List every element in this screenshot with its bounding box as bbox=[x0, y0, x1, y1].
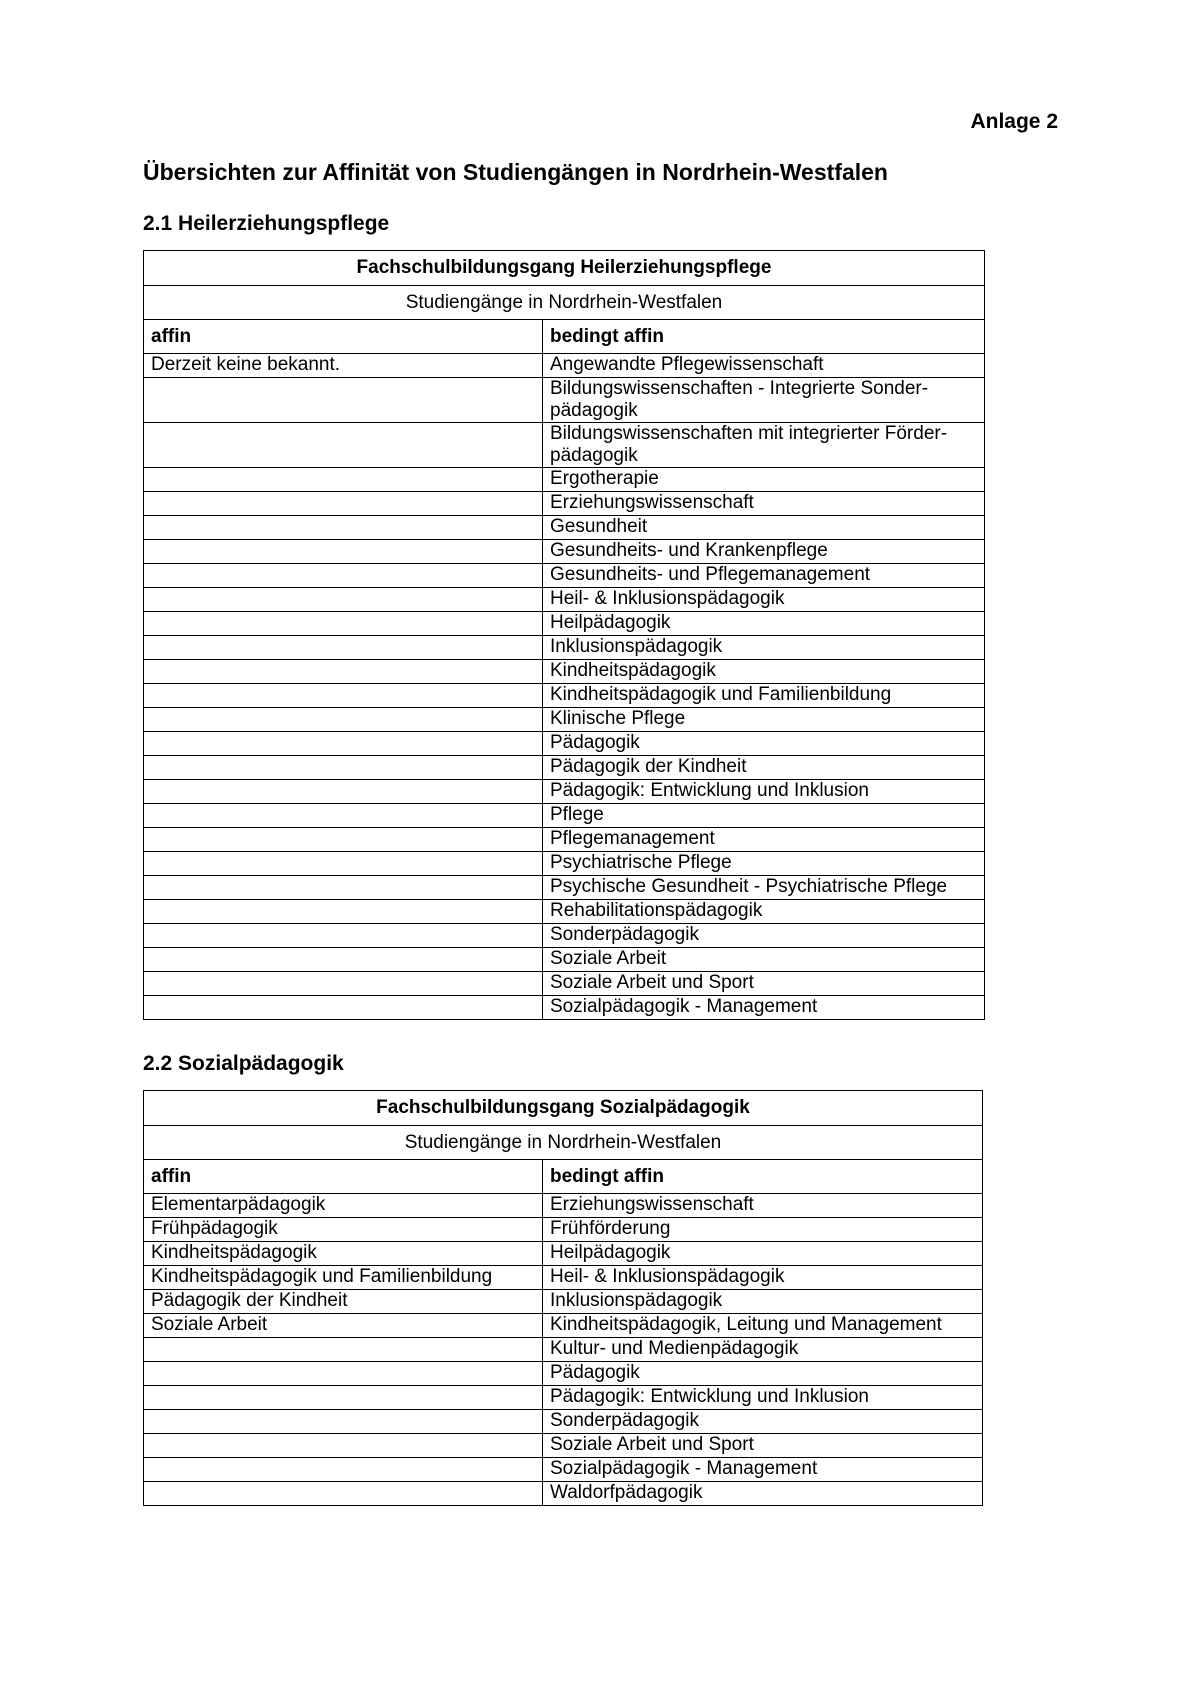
cell-affin bbox=[144, 540, 543, 564]
table-row bbox=[144, 804, 985, 828]
table-row bbox=[144, 828, 985, 852]
table-row bbox=[144, 876, 985, 900]
cell-affin bbox=[144, 612, 543, 636]
cell-bedingt-affin: Sonderpädagogik bbox=[543, 1410, 983, 1434]
cell-affin bbox=[144, 1362, 543, 1386]
table-row bbox=[144, 1338, 983, 1362]
cell-bedingt-affin: Pflege bbox=[543, 804, 985, 828]
cell-bedingt-affin: Sozialpädagogik - Management bbox=[543, 996, 985, 1020]
cell-affin bbox=[144, 708, 543, 732]
cell-bedingt-affin: Soziale Arbeit bbox=[543, 948, 985, 972]
cell-affin bbox=[144, 516, 543, 540]
cell-bedingt-affin: Bildungswissenschaften mit integrierter Förder-pädagogik bbox=[543, 423, 985, 468]
table-row bbox=[144, 1386, 983, 1410]
table-row bbox=[144, 972, 985, 996]
table-row bbox=[144, 708, 985, 732]
cell-affin bbox=[144, 588, 543, 612]
cell-affin: Elementarpädagogik bbox=[144, 1194, 543, 1218]
cell-affin bbox=[144, 852, 543, 876]
cell-bedingt-affin: Heilpädagogik bbox=[543, 1242, 983, 1266]
table-row bbox=[144, 852, 985, 876]
table-row bbox=[144, 996, 985, 1020]
table-row bbox=[144, 1410, 983, 1434]
cell-affin bbox=[144, 756, 543, 780]
table-row bbox=[144, 1482, 983, 1506]
cell-bedingt-affin: Heil- & Inklusionspädagogik bbox=[543, 588, 985, 612]
cell-bedingt-affin: Klinische Pflege bbox=[543, 708, 985, 732]
column-header-bedingt-affin: bedingt affin bbox=[543, 320, 985, 354]
cell-bedingt-affin: Gesundheits- und Pflegemanagement bbox=[543, 564, 985, 588]
cell-affin bbox=[144, 828, 543, 852]
table-subtitle: Studiengänge in Nordrhein-Westfalen bbox=[144, 1126, 983, 1160]
table-row bbox=[144, 948, 985, 972]
table-row bbox=[144, 732, 985, 756]
affinity-table-heilerziehungspflege bbox=[143, 250, 985, 1020]
cell-bedingt-affin: Erziehungswissenschaft bbox=[543, 492, 985, 516]
cell-affin bbox=[144, 660, 543, 684]
cell-bedingt-affin: Gesundheit bbox=[543, 516, 985, 540]
cell-affin: Frühpädagogik bbox=[144, 1218, 543, 1242]
cell-bedingt-affin: Sozialpädagogik - Management bbox=[543, 1458, 983, 1482]
cell-affin bbox=[144, 948, 543, 972]
cell-bedingt-affin: Pflegemanagement bbox=[543, 828, 985, 852]
column-header-bedingt-affin: bedingt affin bbox=[543, 1160, 983, 1194]
affinity-table-sozialpaedagogik bbox=[143, 1090, 983, 1506]
cell-affin bbox=[144, 780, 543, 804]
cell-bedingt-affin: Ergotherapie bbox=[543, 468, 985, 492]
table-title: Fachschulbildungsgang Sozialpädagogik bbox=[144, 1091, 983, 1126]
cell-affin: Pädagogik der Kindheit bbox=[144, 1290, 543, 1314]
cell-affin bbox=[144, 972, 543, 996]
table-title: Fachschulbildungsgang Heilerziehungspflege bbox=[144, 251, 985, 286]
cell-affin: Soziale Arbeit bbox=[144, 1314, 543, 1338]
table-row bbox=[144, 612, 985, 636]
table-row bbox=[144, 636, 985, 660]
table-row bbox=[144, 468, 985, 492]
table-row bbox=[144, 1434, 983, 1458]
cell-affin bbox=[144, 492, 543, 516]
cell-bedingt-affin: Erziehungswissenschaft bbox=[543, 1194, 983, 1218]
cell-bedingt-affin: Gesundheits- und Krankenpflege bbox=[543, 540, 985, 564]
table-row bbox=[144, 1194, 983, 1218]
cell-affin bbox=[144, 1458, 543, 1482]
cell-affin bbox=[144, 1410, 543, 1434]
table-row bbox=[144, 684, 985, 708]
table-row bbox=[144, 1266, 983, 1290]
cell-affin bbox=[144, 378, 543, 423]
cell-bedingt-affin: Heilpädagogik bbox=[543, 612, 985, 636]
cell-bedingt-affin: Psychiatrische Pflege bbox=[543, 852, 985, 876]
cell-bedingt-affin: Inklusionspädagogik bbox=[543, 636, 985, 660]
cell-affin bbox=[144, 684, 543, 708]
cell-bedingt-affin: Pädagogik: Entwicklung und Inklusion bbox=[543, 1386, 983, 1410]
table-body bbox=[144, 1194, 983, 1506]
cell-bedingt-affin: Soziale Arbeit und Sport bbox=[543, 972, 985, 996]
table-row bbox=[144, 900, 985, 924]
cell-bedingt-affin: Kultur- und Medienpädagogik bbox=[543, 1338, 983, 1362]
cell-bedingt-affin: Waldorfpädagogik bbox=[543, 1482, 983, 1506]
table-row bbox=[144, 1290, 983, 1314]
cell-bedingt-affin: Kindheitspädagogik bbox=[543, 660, 985, 684]
cell-affin: Kindheitspädagogik und Familienbildung bbox=[144, 1266, 543, 1290]
cell-affin bbox=[144, 1386, 543, 1410]
table-row bbox=[144, 924, 985, 948]
cell-affin bbox=[144, 564, 543, 588]
table-row bbox=[144, 564, 985, 588]
cell-bedingt-affin: Frühförderung bbox=[543, 1218, 983, 1242]
table-row bbox=[144, 423, 985, 468]
table-row bbox=[144, 588, 985, 612]
table-row bbox=[144, 540, 985, 564]
table-row bbox=[144, 1242, 983, 1266]
cell-affin bbox=[144, 996, 543, 1020]
cell-bedingt-affin: Pädagogik bbox=[543, 1362, 983, 1386]
cell-bedingt-affin: Bildungswissenschaften - Integrierte Sonder-pädagogik bbox=[543, 378, 985, 423]
table-subtitle: Studiengänge in Nordrhein-Westfalen bbox=[144, 286, 985, 320]
cell-bedingt-affin: Soziale Arbeit und Sport bbox=[543, 1434, 983, 1458]
cell-affin bbox=[144, 876, 543, 900]
table-row bbox=[144, 660, 985, 684]
attachment-label: Anlage 2 bbox=[970, 110, 1058, 133]
table-row bbox=[144, 1314, 983, 1338]
cell-affin bbox=[144, 423, 543, 468]
table-row bbox=[144, 354, 985, 378]
cell-bedingt-affin: Kindheitspädagogik, Leitung und Management bbox=[543, 1314, 983, 1338]
cell-affin bbox=[144, 804, 543, 828]
cell-affin: Kindheitspädagogik bbox=[144, 1242, 543, 1266]
cell-bedingt-affin: Angewandte Pflegewissenschaft bbox=[543, 354, 985, 378]
table-row bbox=[144, 780, 985, 804]
table-row bbox=[144, 378, 985, 423]
cell-bedingt-affin: Sonderpädagogik bbox=[543, 924, 985, 948]
cell-bedingt-affin: Pädagogik bbox=[543, 732, 985, 756]
table-row bbox=[144, 492, 985, 516]
cell-bedingt-affin: Inklusionspädagogik bbox=[543, 1290, 983, 1314]
cell-bedingt-affin: Psychische Gesundheit - Psychiatrische Pflege bbox=[543, 876, 985, 900]
column-header-affin: affin bbox=[144, 1160, 543, 1194]
table-body bbox=[144, 354, 985, 1020]
table-row bbox=[144, 516, 985, 540]
section-heading-sozialpaedagogik: 2.2 Sozialpädagogik bbox=[143, 1052, 344, 1075]
cell-affin bbox=[144, 1434, 543, 1458]
cell-bedingt-affin: Heil- & Inklusionspädagogik bbox=[543, 1266, 983, 1290]
table-row bbox=[144, 756, 985, 780]
table-row bbox=[144, 1218, 983, 1242]
cell-affin bbox=[144, 636, 543, 660]
cell-bedingt-affin: Pädagogik: Entwicklung und Inklusion bbox=[543, 780, 985, 804]
cell-bedingt-affin: Pädagogik der Kindheit bbox=[543, 756, 985, 780]
cell-bedingt-affin: Rehabilitationspädagogik bbox=[543, 900, 985, 924]
cell-bedingt-affin: Kindheitspädagogik und Familienbildung bbox=[543, 684, 985, 708]
cell-affin bbox=[144, 900, 543, 924]
column-header-affin: affin bbox=[144, 320, 543, 354]
cell-affin bbox=[144, 1482, 543, 1506]
section-heading-heilerziehungspflege: 2.1 Heilerziehungspflege bbox=[143, 212, 390, 235]
cell-affin bbox=[144, 1338, 543, 1362]
page-title: Übersichten zur Affinität von Studiengängen in Nordrhein-Westfalen bbox=[143, 159, 888, 185]
table-row bbox=[144, 1362, 983, 1386]
cell-affin bbox=[144, 924, 543, 948]
cell-affin bbox=[144, 732, 543, 756]
table-row bbox=[144, 1458, 983, 1482]
cell-affin: Derzeit keine bekannt. bbox=[144, 354, 543, 378]
cell-affin bbox=[144, 468, 543, 492]
